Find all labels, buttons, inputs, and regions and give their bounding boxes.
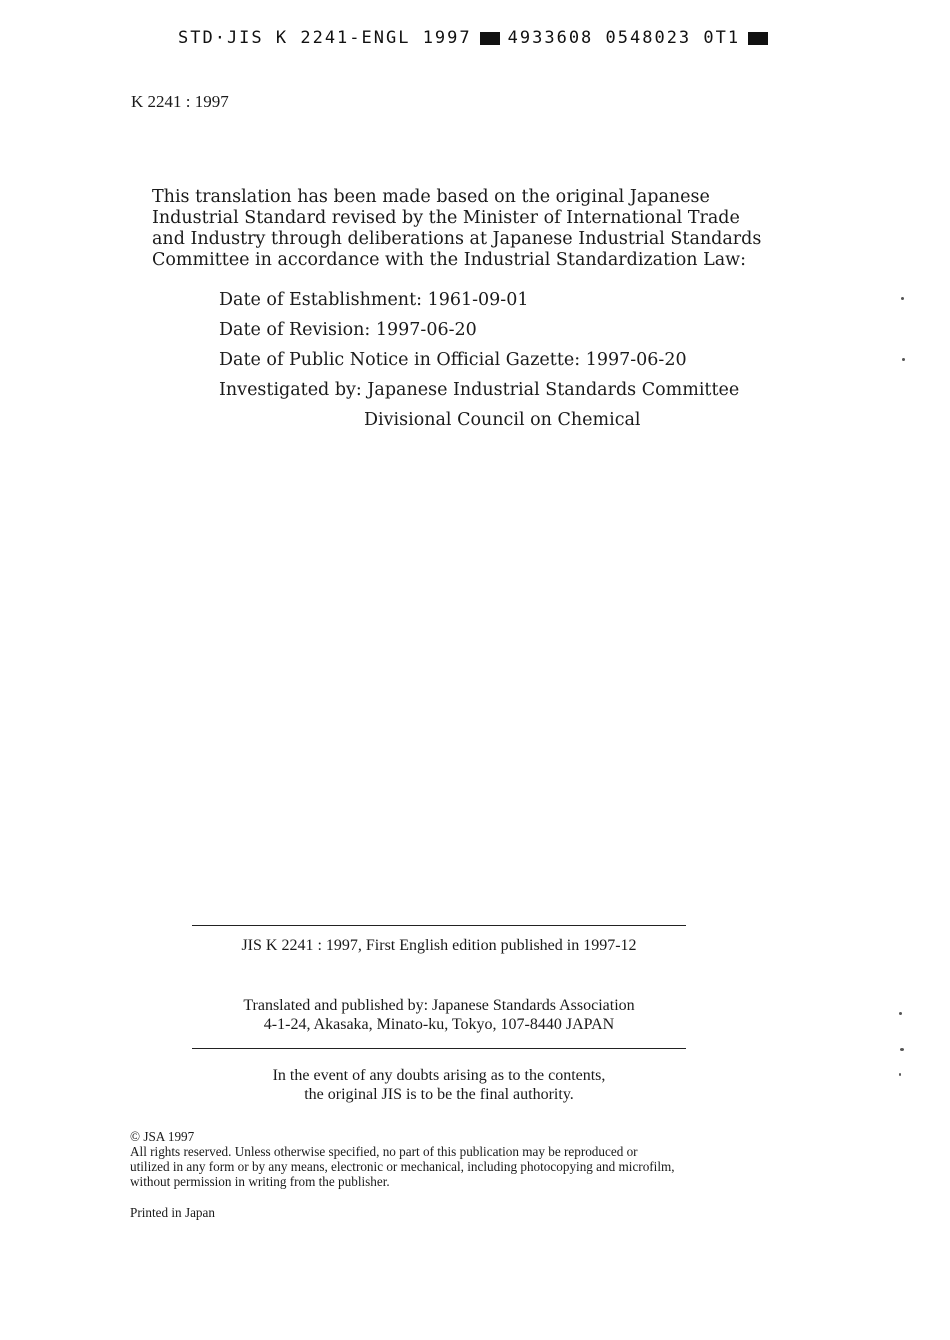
investigated-value: Japanese Industrial Standards Committee xyxy=(367,380,740,400)
stamp-block-mark-2 xyxy=(748,32,768,45)
public-notice-label: Date of Public Notice in Official Gazette: xyxy=(219,350,581,370)
copyright-symbol-line: © JSA 1997 xyxy=(130,1129,195,1144)
header-stamp xyxy=(178,26,776,50)
divider-bottom xyxy=(192,1048,686,1049)
revision-label: Date of Revision: xyxy=(219,320,371,340)
stamp-block-mark-1 xyxy=(480,32,500,45)
edition-line: JIS K 2241 : 1997, First English edition published in 1997-12 xyxy=(241,937,637,954)
scan-speck xyxy=(899,1073,901,1076)
document-id: K 2241 : 1997 xyxy=(131,92,229,111)
authority-note-line-2: the original JIS is to be the final authority. xyxy=(304,1086,574,1103)
establishment-value: 1961-09-01 xyxy=(427,290,529,310)
authority-note-line-1: In the event of any doubts arising as to the contents, xyxy=(272,1067,606,1084)
copyright-text-3: without permission in writing from the publisher. xyxy=(130,1174,390,1189)
revision-row xyxy=(219,320,477,340)
public-notice-row xyxy=(219,350,687,370)
establishment-label: Date of Establishment: xyxy=(219,290,423,310)
publisher-line-1: Translated and published by: Japanese Standards Association xyxy=(243,997,635,1014)
intro-paragraph: This translation has been made based on the original Japanese Industrial Standard revised by the Minister of International Trade and Industry through deliberations at Japanese Industrial Standards Committee in accordance with the Industrial Standardization Law: xyxy=(152,187,762,270)
investigated-row xyxy=(219,380,739,400)
copyright-text-2: utilized in any form or by any means, electronic or mechanical, including photocopying and microfilm, xyxy=(130,1159,675,1174)
establishment-row xyxy=(219,290,529,310)
scan-speck xyxy=(900,1048,904,1051)
publisher-address: 4-1-24, Akasaka, Minato-ku, Tokyo, 107-8440 JAPAN xyxy=(263,1016,615,1033)
stamp-text-1: STD·JIS K 2241-ENGL 1997 xyxy=(178,28,472,48)
scan-speck xyxy=(899,1012,902,1015)
revision-value: 1997-06-20 xyxy=(375,320,477,340)
divider-top xyxy=(192,925,686,926)
scan-speck xyxy=(901,297,904,300)
copyright-text-1: All rights reserved. Unless otherwise specified, no part of this publication may be reproduced or xyxy=(130,1144,638,1159)
scan-speck xyxy=(902,358,905,361)
investigated-value-line2: Divisional Council on Chemical xyxy=(364,410,641,430)
printed-in: Printed in Japan xyxy=(130,1205,215,1220)
investigated-label: Investigated by: xyxy=(219,380,362,400)
public-notice-value: 1997-06-20 xyxy=(585,350,687,370)
stamp-text-2: 4933608 0548023 0T1 xyxy=(507,28,741,48)
